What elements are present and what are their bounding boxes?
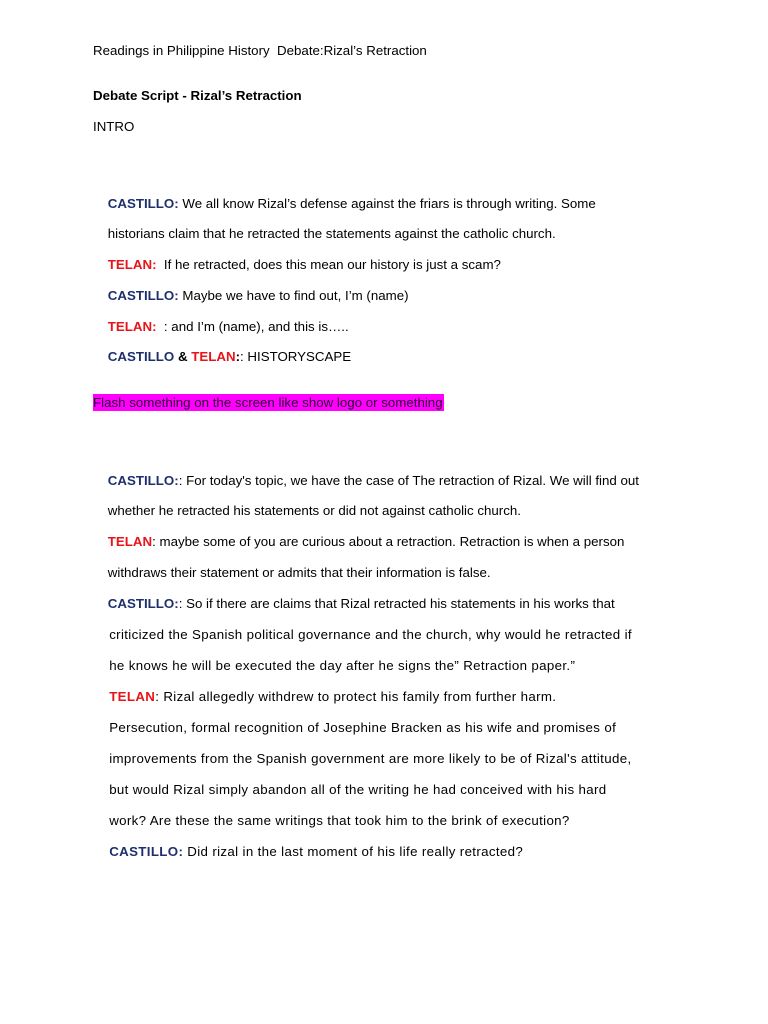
- dialogue-text: : maybe some of you are curious about a retraction. Retraction is when a person: [152, 534, 625, 549]
- speaker-castillo: CASTILLO:: [107, 288, 179, 303]
- dialogue-text: but would Rizal simply abandon all of the writing he had conceived with his hard: [109, 782, 607, 797]
- separator: :: [235, 349, 241, 364]
- speaker-telan: TELAN: [191, 349, 236, 364]
- script-line: [93, 333, 351, 381]
- script-line: [93, 828, 523, 876]
- dialogue-text: Maybe we have to find out, I’m (name): [178, 288, 409, 303]
- dialogue-text: : So if there are claims that Rizal retracted his statements in his works that: [178, 596, 615, 611]
- dialogue-text: improvements from the Spanish government are more likely to be of Rizal's attitude,: [109, 751, 632, 766]
- section-heading: INTRO: [93, 119, 135, 134]
- dialogue-text: Did rizal in the last moment of his life really retracted?: [183, 844, 524, 859]
- dialogue-text: whether he retracted his statements or did not against catholic church.: [107, 503, 521, 518]
- speaker-telan: TELAN:: [107, 319, 157, 334]
- dialogue-text: work? Are these the same writings that took him to the brink of execution?: [109, 813, 570, 828]
- dialogue-text: withdraws their statement or admits that their information is false.: [107, 565, 491, 580]
- dialogue-text: Persecution, formal recognition of Josephine Bracken as his wife and promises of: [109, 720, 617, 735]
- highlighted-note: Flash something on the screen like show logo or something: [93, 395, 443, 410]
- dialogue-text: criticized the Spanish political governance and the church, why would he retracted if: [109, 627, 632, 642]
- dialogue-text: : HISTORYSCAPE: [240, 349, 352, 364]
- speaker-castillo: CASTILLO:: [107, 596, 179, 611]
- speaker-telan: TELAN: [109, 689, 156, 704]
- dialogue-text: : and I’m (name), and this is…..: [156, 319, 349, 334]
- speaker-castillo: CASTILLO:: [107, 196, 179, 211]
- dialogue-text: We all know Rizal’s defense against the friars is through writing. Some: [178, 196, 596, 211]
- page-header: Readings in Philippine History Debate:Rizal’s Retraction: [93, 43, 427, 58]
- speaker-castillo: CASTILLO: [107, 349, 175, 364]
- speaker-castillo: CASTILLO:: [109, 844, 184, 859]
- dialogue-text: If he retracted, does this mean our history is just a scam?: [156, 257, 501, 272]
- dialogue-text: historians claim that he retracted the statements against the catholic church.: [107, 226, 556, 241]
- document-title: Debate Script - Rizal’s Retraction: [93, 88, 302, 103]
- speaker-telan: TELAN: [107, 534, 153, 549]
- ampersand: &: [174, 349, 192, 364]
- speaker-castillo: CASTILLO:: [107, 473, 179, 488]
- speaker-telan: TELAN:: [107, 257, 157, 272]
- dialogue-text: : Rizal allegedly withdrew to protect his family from further harm.: [155, 689, 557, 704]
- dialogue-text: : For today's topic, we have the case of The retraction of Rizal. We will find out: [178, 473, 639, 488]
- dialogue-text: he knows he will be executed the day after he signs the” Retraction paper.”: [109, 658, 576, 673]
